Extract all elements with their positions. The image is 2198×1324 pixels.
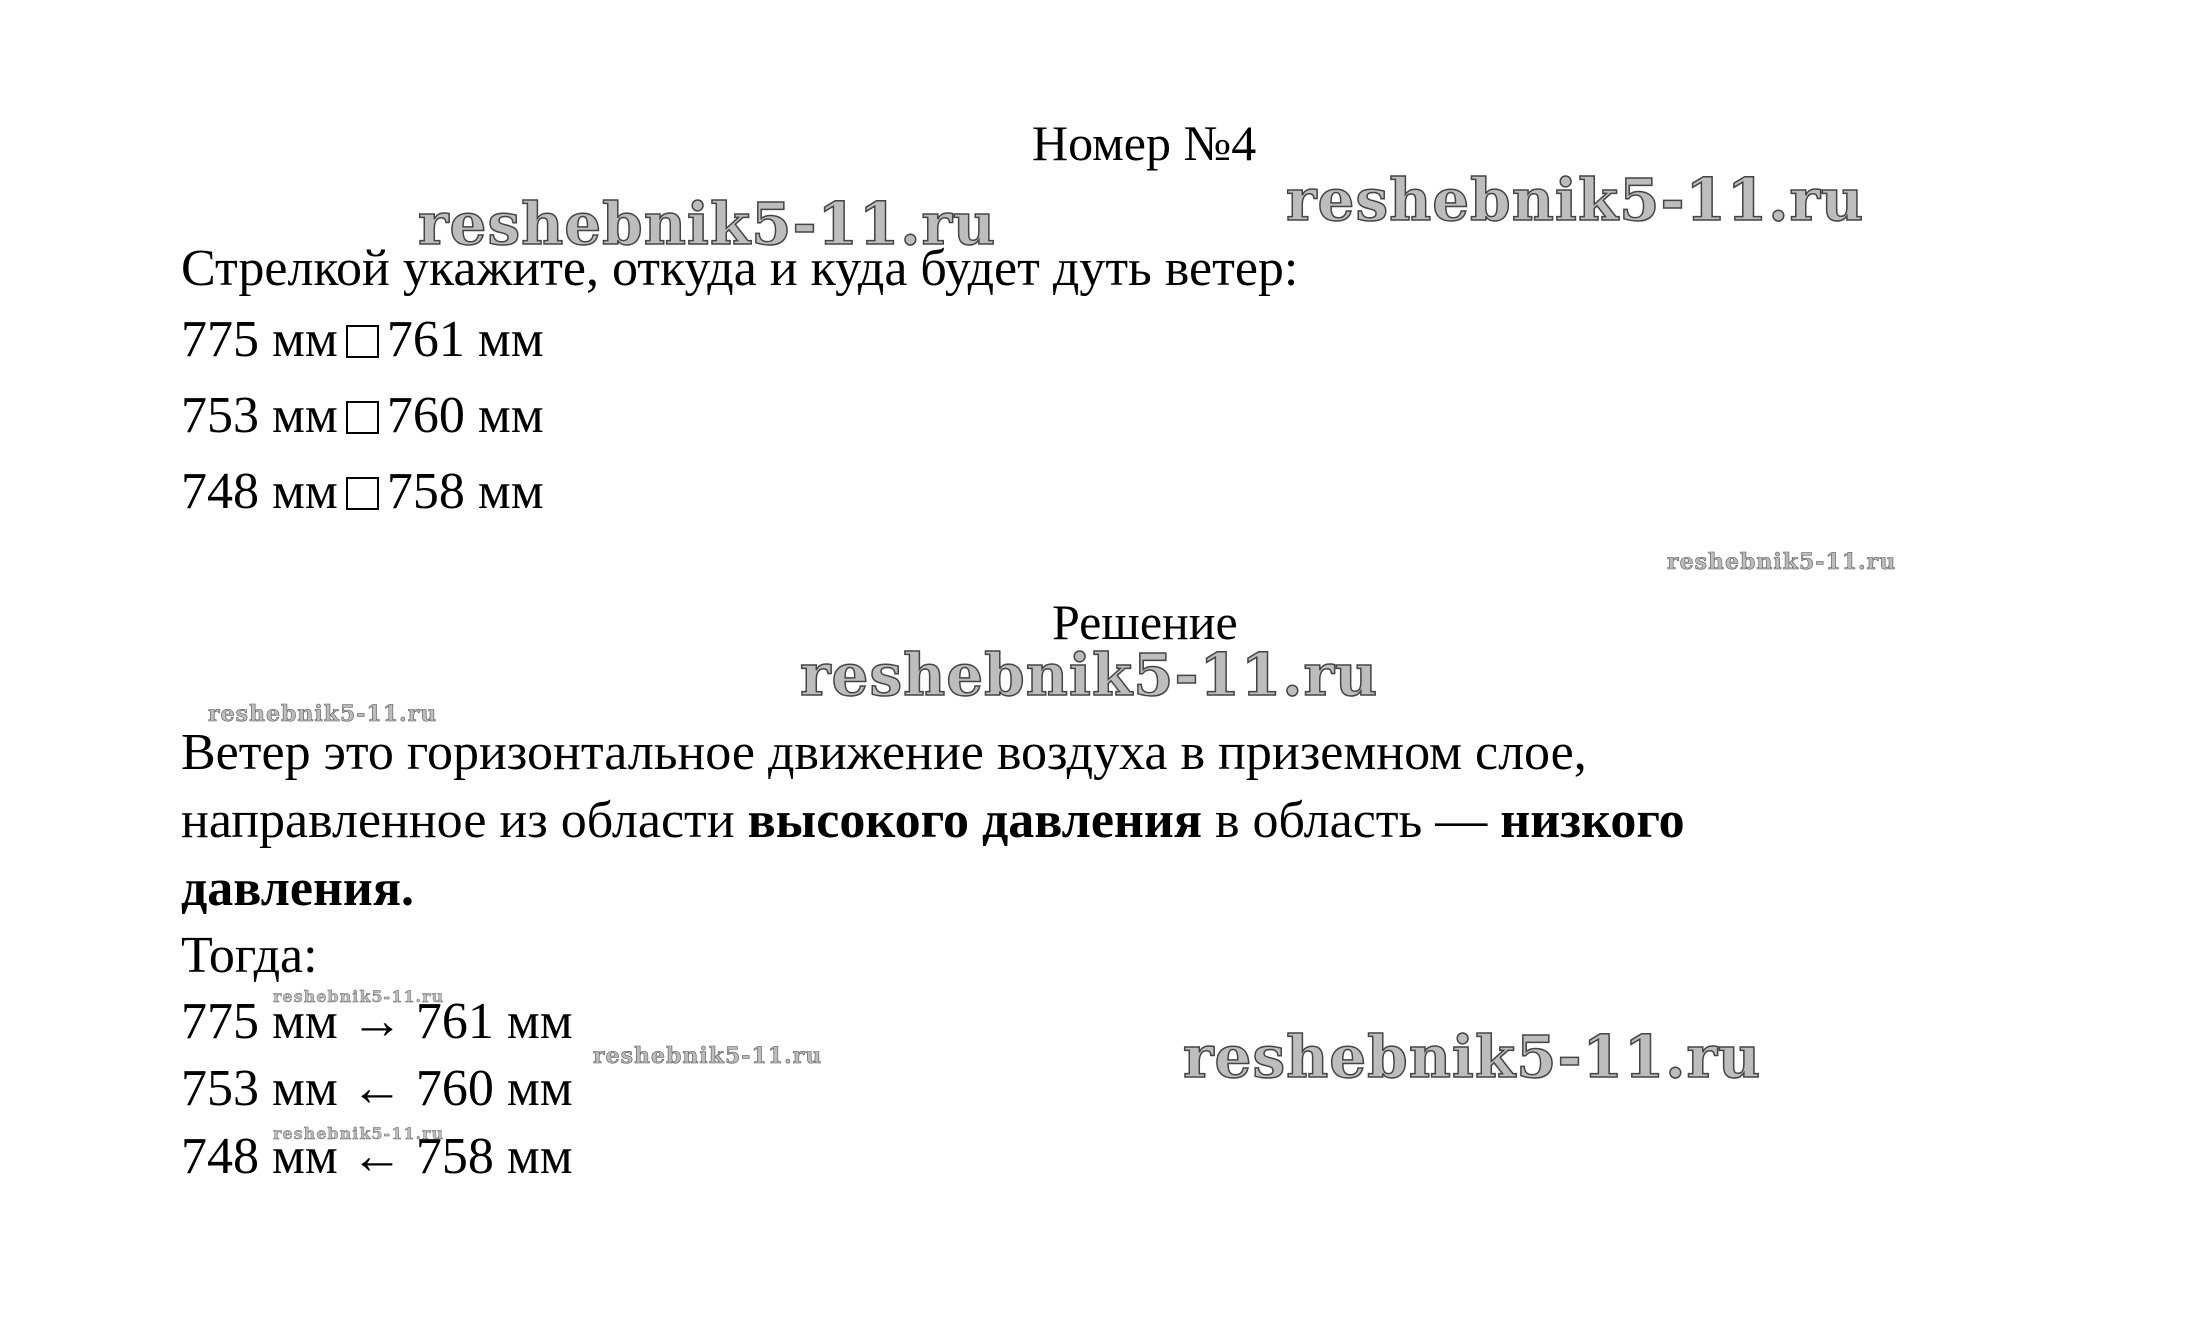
- watermark-logo: reshebnik5-11.ru: [418, 190, 997, 258]
- solution-title: Решение: [1052, 594, 1238, 650]
- watermark-logo: reshebnik5-11.ru: [273, 987, 445, 1006]
- arrow-left-icon: ←: [350, 1060, 403, 1117]
- watermark-logo: reshebnik5-11.ru: [208, 701, 438, 727]
- watermark-logo: reshebnik5-11.ru: [593, 1043, 823, 1069]
- answer-checkbox[interactable]: [346, 477, 379, 510]
- pair-left: 753 мм: [181, 387, 338, 444]
- watermark-logo: reshebnik5-11.ru: [273, 1124, 445, 1143]
- answer-row-2: [181, 1060, 573, 1117]
- pair-left: 775 мм: [181, 311, 338, 368]
- solution-text: направленное из области: [181, 792, 748, 849]
- high-pressure-term: высокого давления: [747, 792, 1202, 849]
- watermark-logo: reshebnik5-11.ru: [1286, 166, 1865, 234]
- low-pressure-term-cont: давления.: [181, 860, 415, 917]
- problem-title: Номер №4: [1032, 115, 1257, 171]
- solution-text: в область —: [1201, 792, 1501, 849]
- watermark-logo: reshebnik5-11.ru: [800, 641, 1379, 709]
- then-label: Тогда:: [181, 927, 318, 984]
- arrow-right-icon: →: [350, 993, 403, 1050]
- pair-right: 758 мм: [386, 463, 544, 520]
- pair-row-1: [181, 311, 544, 368]
- solution-line-2: [181, 792, 1685, 849]
- pair-row-2: [181, 387, 544, 444]
- pair-right: 760 мм: [386, 387, 544, 444]
- watermark-logo: reshebnik5-11.ru: [1183, 1023, 1762, 1091]
- pair-left: 748 мм: [181, 463, 338, 520]
- solution-line-3: [181, 860, 415, 917]
- answer-left: 775 мм: [181, 993, 338, 1050]
- answer-right: 760 мм: [415, 1060, 573, 1117]
- pair-row-3: [181, 463, 544, 520]
- answer-left: 748 мм: [181, 1128, 338, 1185]
- solution-line-1: Ветер это горизонтальное движение воздуха в приземном слое,: [181, 724, 1587, 781]
- pair-right: 761 мм: [386, 311, 544, 368]
- answer-right: 758 мм: [415, 1128, 573, 1185]
- answer-checkbox[interactable]: [346, 325, 379, 358]
- answer-checkbox[interactable]: [346, 401, 379, 434]
- watermark-logo: reshebnik5-11.ru: [1667, 549, 1897, 575]
- arrow-left-icon: ←: [350, 1128, 403, 1185]
- question-text: Стрелкой укажите, откуда и куда будет дуть ветер:: [181, 240, 1299, 297]
- answer-left: 753 мм: [181, 1060, 338, 1117]
- low-pressure-term: низкого: [1500, 792, 1685, 849]
- answer-right: 761 мм: [415, 993, 573, 1050]
